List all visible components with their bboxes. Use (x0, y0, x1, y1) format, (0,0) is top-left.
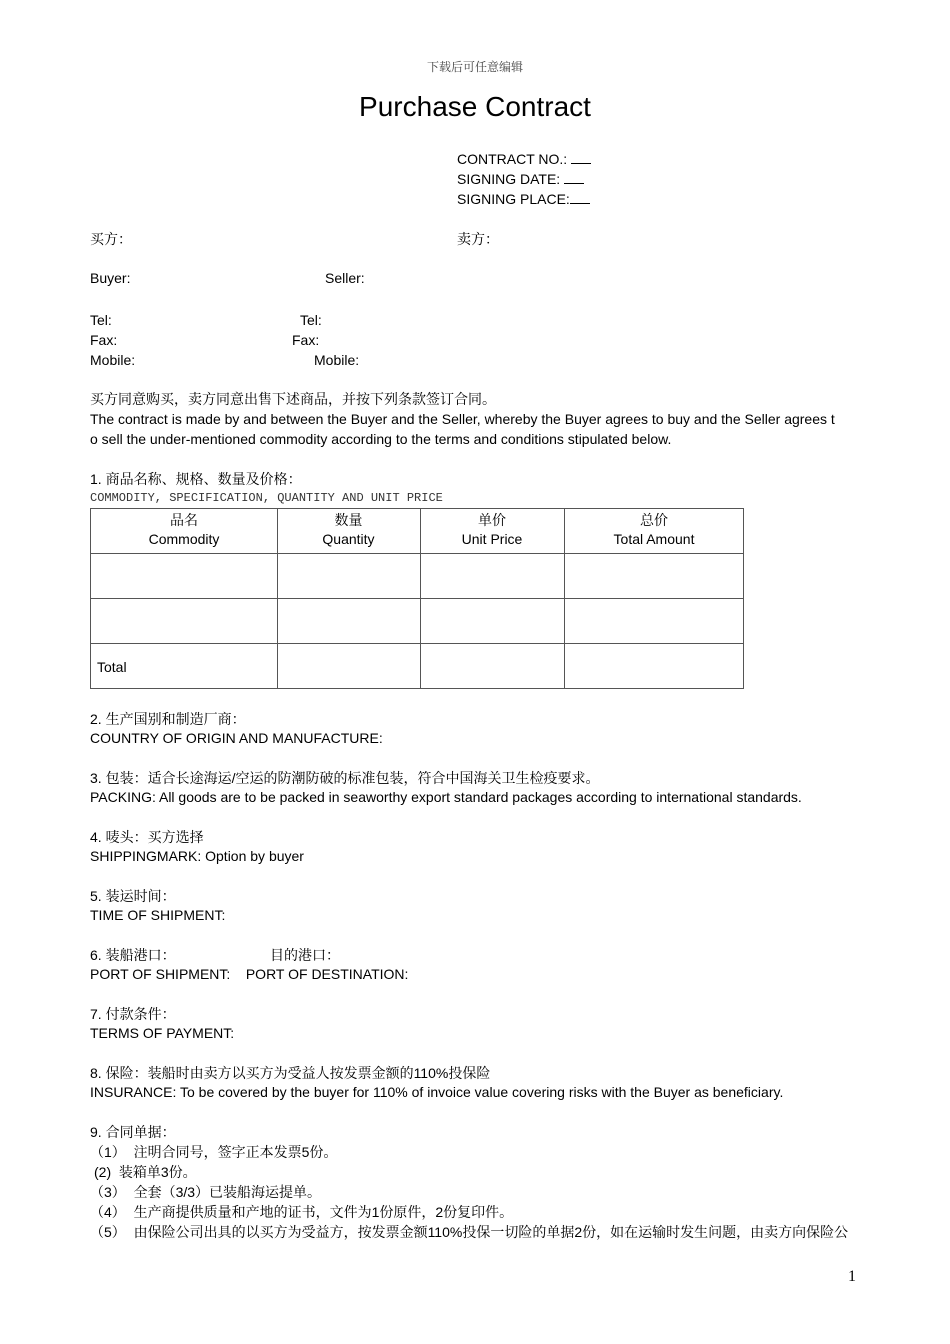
section9-item-1: （1） 注明合同号，签字正本发票5份。 (90, 1144, 338, 1160)
contract-no-line (457, 150, 591, 168)
tel-left-label: Tel: (90, 312, 112, 328)
signing-date-blank (564, 170, 584, 184)
section5-title-cn: 5. 装运时间： (90, 888, 176, 904)
intro-en-line2: o sell the under-mentioned commodity according to the terms and conditions stipulated below. (90, 431, 672, 447)
section6-title-cn-left: 6. 装船港口： (90, 947, 176, 963)
section3-text-en: PACKING: All goods are to be packed in seaworthy export standard packages according to international standards. (90, 789, 802, 805)
section7-title-cn: 7. 付款条件： (90, 1006, 176, 1022)
section2-title-en: COUNTRY OF ORIGIN AND MANUFACTURE: (90, 730, 383, 746)
seller-en-label: Seller: (325, 270, 365, 286)
section9-item-3: （3） 全套（3/3）已装船海运提单。 (90, 1184, 322, 1200)
section8-text-en: INSURANCE: To be covered by the buyer for 110% of invoice value covering risks with the Buyer as beneficiary. (90, 1084, 784, 1100)
section9-item-4: （4） 生产商提供质量和产地的证书，文件为1份原件，2份复印件。 (90, 1204, 514, 1220)
seller-cn-label: 卖方： (457, 231, 499, 247)
fax-left-label: Fax: (90, 332, 118, 348)
mobile-right-label: Mobile: (314, 352, 360, 368)
signing-date-line (457, 170, 584, 188)
section2-title-cn: 2. 生产国别和制造厂商： (90, 711, 246, 727)
section3-text-cn: 3. 包装：适合长途海运/空运的防潮防破的标准包装，符合中国海关卫生检疫要求。 (90, 770, 600, 786)
buyer-cn-label: 买方： (90, 231, 132, 247)
signing-place-label: SIGNING PLACE: (457, 191, 570, 207)
header-cn: 总价 (640, 512, 668, 528)
contract-no-label: CONTRACT NO.: (457, 151, 568, 167)
intro-en-line1: The contract is made by and between the Buyer and the Seller, whereby the Buyer agrees to buy and the Seller agrees t (90, 411, 835, 427)
section1-title-en: COMMODITY, SPECIFICATION, QUANTITY AND UNIT PRICE (90, 491, 443, 505)
signing-place-blank (570, 190, 590, 204)
section5-title-en: TIME OF SHIPMENT: (90, 907, 226, 923)
header-en: Quantity (322, 531, 375, 547)
section9-title-cn: 9. 合同单据： (90, 1124, 176, 1140)
section8-text-cn: 8. 保险：装船时由卖方以买方为受益人按发票金额的110%投保险 (90, 1065, 491, 1081)
fax-right-label: Fax: (292, 332, 320, 348)
header-cn: 单价 (478, 512, 506, 528)
signing-place-line (457, 190, 590, 208)
section4-text-en: SHIPPINGMARK: Option by buyer (90, 848, 304, 864)
header-cn: 品名 (170, 512, 198, 528)
contract-no-blank (571, 150, 591, 164)
buyer-en-label: Buyer: (90, 270, 131, 286)
table-total-label: Total (97, 659, 127, 675)
header-en: Unit Price (461, 531, 523, 547)
section7-title-en: TERMS OF PAYMENT: (90, 1025, 235, 1041)
section4-text-cn: 4. 唛头：买方选择 (90, 829, 204, 845)
page-number: 1 (848, 1268, 856, 1285)
table-header-total-amount (564, 511, 744, 549)
table-row-divider (91, 643, 743, 644)
section9-item-5: （5） 由保险公司出具的以买方为受益方，按发票金额110%投保一切险的单据2份，如在运输时发生问题，由卖方向保险公 (90, 1224, 849, 1240)
table-header-unit-price (420, 511, 564, 549)
page-title: Purchase Contract (359, 91, 591, 122)
header-en: Total Amount (613, 531, 695, 547)
section1-title-cn: 1. 商品名称、规格、数量及价格： (90, 471, 302, 487)
mobile-left-label: Mobile: (90, 352, 136, 368)
section6-title-cn-right: 目的港口： (270, 947, 340, 963)
section6-title-en: PORT OF SHIPMENT: PORT OF DESTINATION: (90, 966, 409, 982)
table-row-divider (91, 553, 743, 554)
header-en: Commodity (148, 531, 220, 547)
section9-item-2: (2) 装箱单3份。 (94, 1164, 197, 1180)
header-cn: 数量 (334, 512, 363, 528)
tel-right-label: Tel: (300, 312, 322, 328)
table-header-commodity (91, 511, 277, 549)
intro-cn: 买方同意购买，卖方同意出售下述商品，并按下列条款签订合同。 (90, 391, 496, 407)
table-row-divider (91, 598, 743, 599)
table-header-quantity (277, 511, 420, 549)
header-note: 下载后可任意编辑 (426, 60, 523, 74)
signing-date-label: SIGNING DATE: (457, 171, 561, 187)
